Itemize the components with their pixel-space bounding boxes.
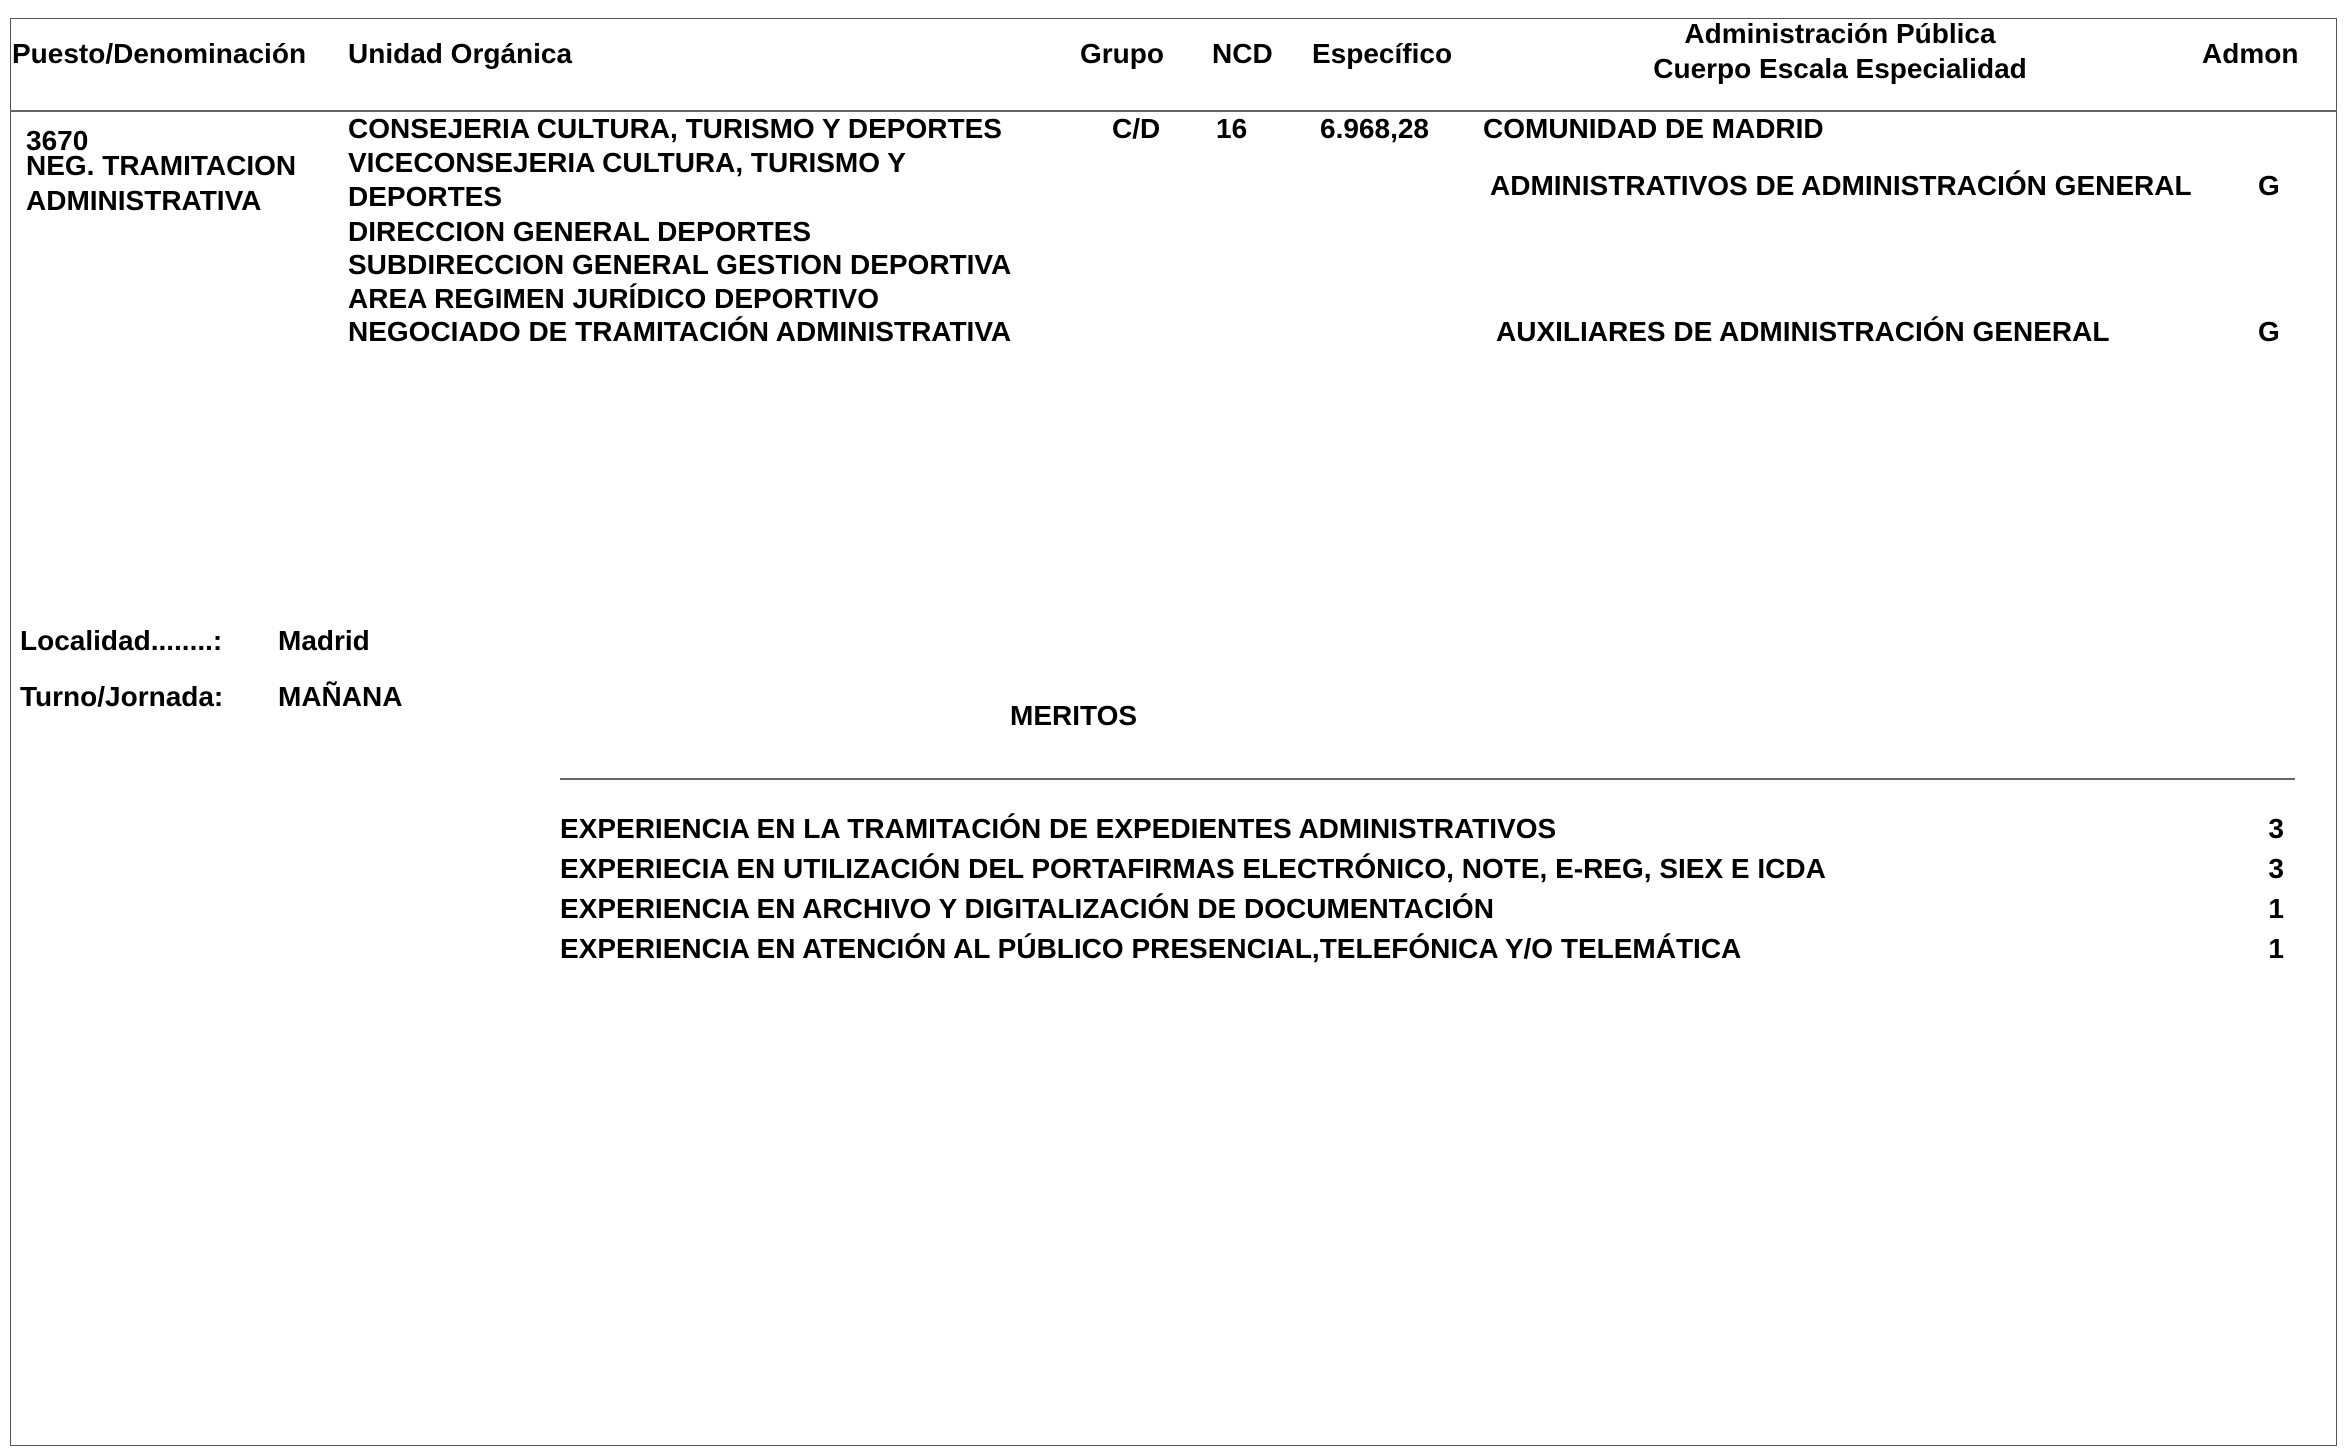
header-puesto: Puesto/Denominación [12,38,307,69]
merito-1-text: EXPERIENCIA EN LA TRAMITACIÓN DE EXPEDIENTES ADMINISTRATIVOS [560,813,1557,844]
merito-1-points: 3 [2268,813,2284,844]
header-unidad: Unidad Orgánica [348,38,573,69]
header-especifico: Específico [1312,38,1453,69]
puesto-name-line1: NEG. TRAMITACION [26,150,297,181]
header-grupo: Grupo [1080,38,1164,69]
admin-cuerpo-1: ADMINISTRATIVOS DE ADMINISTRACIÓN GENERAL [1490,170,2192,201]
header-ncd: NCD [1212,38,1273,69]
admin-cuerpo-2: AUXILIARES DE ADMINISTRACIÓN GENERAL [1496,316,2110,347]
merito-4-points: 1 [2268,933,2284,964]
puesto-code: 3670 [26,125,89,156]
header-admin-line2: Cuerpo Escala Especialidad [1653,53,2027,84]
header-admon: Admon [2202,38,2299,69]
meritos-title: MERITOS [1010,700,1138,731]
unidad-line-1: CONSEJERIA CULTURA, TURISMO Y DEPORTES [348,113,1002,144]
unidad-line-2: VICECONSEJERIA CULTURA, TURISMO Y [348,147,906,178]
especifico-value: 6.968,28 [1320,113,1429,144]
admin-cuerpo-2-admon: G [2258,316,2280,347]
turno-value: MAÑANA [278,681,403,712]
merito-2-points: 3 [2268,853,2284,884]
unidad-line-7: NEGOCIADO DE TRAMITACIÓN ADMINISTRATIVA [348,316,1012,347]
merito-2-text: EXPERIECIA EN UTILIZACIÓN DEL PORTAFIRMAS ELECTRÓNICO, NOTE, E-REG, SIEX E ICDA [560,853,1826,884]
turno-label: Turno/Jornada: [20,681,224,712]
header-divider [10,110,2337,112]
merito-3-points: 1 [2268,893,2284,924]
meritos-divider [560,778,2295,780]
admin-cuerpo-1-admon: G [2258,170,2280,201]
unidad-line-6: AREA REGIMEN JURÍDICO DEPORTIVO [348,283,880,314]
grupo-value: C/D [1112,113,1161,144]
merito-3-text: EXPERIENCIA EN ARCHIVO Y DIGITALIZACIÓN DE DOCUMENTACIÓN [560,893,1494,924]
admin-entidad: COMUNIDAD DE MADRID [1483,113,1824,144]
puesto-name-line2: ADMINISTRATIVA [26,185,262,216]
unidad-line-3: DEPORTES [348,181,503,212]
header-admin-line1: Administración Pública [1684,18,1996,49]
unidad-line-5: SUBDIRECCION GENERAL GESTION DEPORTIVA [348,249,1012,280]
unidad-line-4: DIRECCION GENERAL DEPORTES [348,216,812,247]
merito-4-text: EXPERIENCIA EN ATENCIÓN AL PÚBLICO PRESENCIAL,TELEFÓNICA Y/O TELEMÁTICA [560,933,1742,964]
localidad-label: Localidad........: [20,625,223,656]
localidad-value: Madrid [278,625,370,656]
ncd-value: 16 [1216,113,1248,144]
